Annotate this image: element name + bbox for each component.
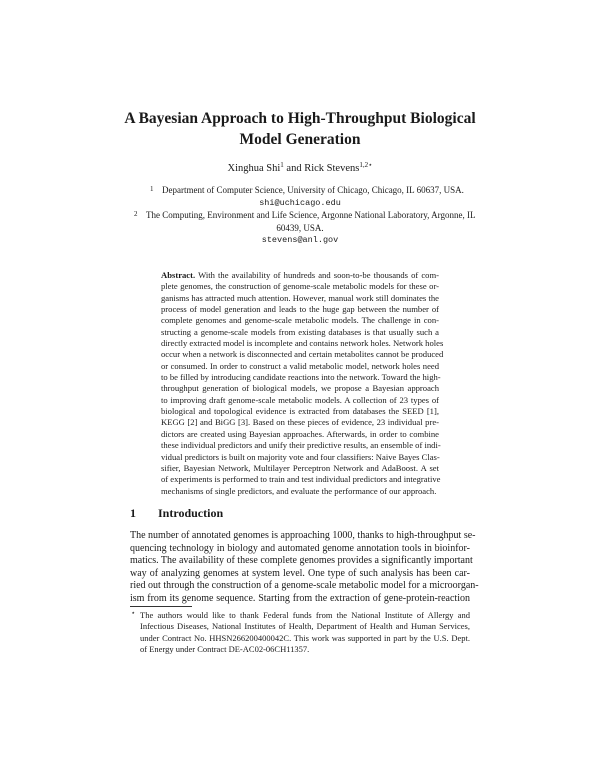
footnote-divider xyxy=(130,606,192,607)
affiliation xyxy=(150,184,464,209)
abstract-line: structing a genome-scale models from existing databases is that usually such a xyxy=(161,326,439,337)
abstract-line: biological and topological evidence is extracted from databases the SEED [1], xyxy=(161,406,439,417)
affiliation-text: The Computing, Environment and Life Science, Argonne National Laboratory, Argonne, IL xyxy=(146,210,476,220)
affiliation-number: 2 xyxy=(134,210,138,218)
introduction-text xyxy=(130,530,479,606)
affiliation-text: 60439, USA. xyxy=(276,222,324,233)
abstract-line: of experiments is performed to train and test individual predictors and integrative xyxy=(161,474,441,485)
abstract-line: KEGG [2] and BiGG [3]. Based on these pieces of evidence, 23 individual pre- xyxy=(161,417,439,428)
footnote-line: under Contract No. HHSN266200400042C. This work was supported in part by the U.S. Dept. xyxy=(140,632,470,643)
footnote-line: of Energy under Contract DE-AC02-06CH11357. xyxy=(140,643,310,654)
abstract-line xyxy=(161,270,439,281)
paper-title xyxy=(100,108,500,150)
body-line: ism from its genome sequence. Starting from the extraction of gene-protein-reaction xyxy=(130,592,470,604)
body-line: quencing technology in biology and automated genome annotation tools in bioinfor- xyxy=(130,542,470,554)
author-name: Xinghua Shi xyxy=(227,163,281,174)
affiliation-number: 1 xyxy=(150,185,154,193)
title-line: Model Generation xyxy=(239,131,361,148)
footnote-marker: ⋆ xyxy=(131,609,136,617)
abstract-line: plete genomes, the construction of genome-scale metabolic models for these or- xyxy=(161,281,439,292)
affiliation-email[interactable]: shi@uchicago.edu xyxy=(259,197,341,208)
section-title: Introduction xyxy=(158,506,224,520)
affiliation xyxy=(134,209,476,247)
section-number: 1 xyxy=(130,506,136,520)
footnote-line: Infectious Diseases, National Institutes of Health, Department of Health and Human Services, xyxy=(140,621,470,632)
abstract-line: to improving draft genome-scale metabolic models. A collection of 23 types of xyxy=(161,394,439,405)
abstract-line: directly extracted model is incomplete and contains network holes. Network holes xyxy=(161,338,444,349)
abstract-line: mechanisms of single predictors, and evaluate the performance of our approach. xyxy=(161,485,437,496)
affiliation-email[interactable]: stevens@anl.gov xyxy=(261,235,339,245)
author-list xyxy=(0,163,600,174)
abstract-line: these individual predictors and unify their predictive results, an ensemble of indi- xyxy=(161,440,441,451)
title-line: A Bayesian Approach to High-Throughput Biological xyxy=(124,110,476,127)
author-affiliation-marker: 1 xyxy=(280,161,284,169)
abstract-line: dictors are created using Bayesian approaches. Afterwards, in order to combine xyxy=(161,428,439,439)
abstract-line: sifier, Bayesian Network, Multilayer Perceptron Network and AdaBoost. A set xyxy=(161,462,439,473)
author-conjunction: and xyxy=(283,163,305,174)
author-affiliation-marker: 1,2⋆ xyxy=(359,161,373,169)
abstract-line: throughput generation of biological models, we propose a Bayesian approach xyxy=(161,383,439,394)
abstract xyxy=(161,270,444,497)
author-name: Rick Stevens xyxy=(304,163,360,174)
abstract-label: Abstract. xyxy=(161,270,196,280)
abstract-text: With the availability of hundreds and soon-to-be thousands of com- xyxy=(195,270,439,280)
abstract-line: process of model generation and leads to the huge gap between the number of xyxy=(161,304,439,315)
footnote xyxy=(130,610,470,655)
body-line: way of analyzing genomes at system level. One type of such analysis has been car- xyxy=(130,567,470,579)
body-line: matics. The availability of these complete genomes provides a significantly important xyxy=(130,555,473,567)
section-heading xyxy=(130,506,223,521)
abstract-line: vidual predictors is built on majority vote and four classifiers: Naive Bayes Clas- xyxy=(161,451,440,462)
affiliation-text: Department of Computer Science, University of Chicago, Chicago, IL 60637, USA. xyxy=(162,185,464,195)
abstract-line: complete genomes and genome-scale metabolic models. The challenge in con- xyxy=(161,315,439,326)
body-line: The number of annotated genomes is approaching 1000, thanks to high-throughput se- xyxy=(130,530,476,541)
abstract-line: or consumed. In order to construct a valid metabolic model, network holes need xyxy=(161,360,439,371)
abstract-line: to be filled by introducing candidate reactions into the network. Toward the high- xyxy=(161,372,441,383)
abstract-line: occur when a network is disconnected and certain metabolites cannot be produced xyxy=(161,349,444,360)
body-line: ried out through the construction of a genome-scale metabolic model for a microorgan- xyxy=(130,580,479,592)
footnote-line: The authors would like to thank Federal funds from the National Institute of Allergy and xyxy=(140,610,470,620)
abstract-line: ganisms has attracted much attention. However, manual work still dominates the xyxy=(161,292,439,303)
